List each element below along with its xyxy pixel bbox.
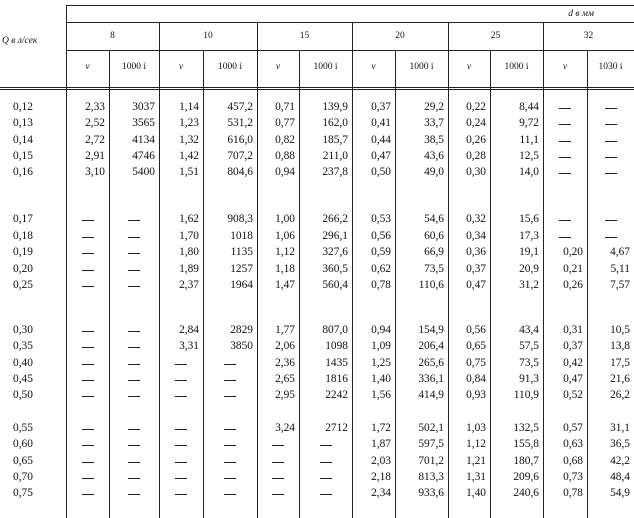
table-cell: 73,5 xyxy=(519,356,539,369)
table-cell: 336,1 xyxy=(418,373,444,385)
velocity-label: v xyxy=(371,62,376,72)
empty-cell-dash xyxy=(82,237,94,238)
table-cell: 933,6 xyxy=(418,487,444,500)
flow-value: 0,60 xyxy=(13,438,33,451)
table-cell: 327,6 xyxy=(322,246,348,259)
empty-cell-dash xyxy=(82,396,94,397)
table-cell: 33,7 xyxy=(424,117,444,130)
empty-cell-dash xyxy=(128,494,140,495)
table-cell: 1,09 xyxy=(371,340,391,353)
table-cell: 14,0 xyxy=(519,166,539,179)
table-cell: 0,36 xyxy=(466,246,486,259)
diameter-label: 20 xyxy=(395,31,405,41)
flow-value: 0,16 xyxy=(13,166,33,179)
empty-cell-dash xyxy=(128,445,140,446)
table-cell: 1,03 xyxy=(466,421,486,434)
table-cell: 2,33 xyxy=(85,100,105,113)
header-rule-bottom xyxy=(0,87,634,88)
velocity-label: v xyxy=(85,62,90,72)
empty-cell-dash xyxy=(224,364,236,365)
table-cell: 0,50 xyxy=(371,166,391,179)
table-cell: 9,72 xyxy=(519,117,539,130)
table-cell: 2712 xyxy=(325,421,348,434)
table-cell: 1018 xyxy=(230,229,253,242)
table-cell: 0,47 xyxy=(563,373,583,385)
table-cell: 2,18 xyxy=(371,471,391,483)
empty-cell-dash xyxy=(224,445,236,446)
table-cell: 1098 xyxy=(325,340,348,353)
flow-value: 0,45 xyxy=(13,373,33,385)
empty-cell-dash xyxy=(128,429,140,430)
table-cell: 91,3 xyxy=(519,373,539,385)
table-cell: 1964 xyxy=(230,279,253,291)
empty-cell-dash xyxy=(559,157,571,158)
table-cell: 457,2 xyxy=(227,100,253,113)
table-cell: 1,25 xyxy=(371,356,391,369)
table-cell: 3037 xyxy=(132,100,155,113)
empty-cell-dash xyxy=(605,173,617,174)
table-cell: 0,59 xyxy=(371,246,391,259)
empty-cell-dash xyxy=(128,380,140,381)
table-cell: 2,65 xyxy=(275,373,295,385)
table-cell: 3,31 xyxy=(179,340,199,353)
table-cell: 0,34 xyxy=(466,229,486,242)
table-cell: 1,40 xyxy=(371,373,391,385)
diameter-label: 25 xyxy=(490,31,501,41)
table-cell: 21,6 xyxy=(610,373,630,385)
table-cell: 1,06 xyxy=(275,229,295,242)
table-cell: 0,22 xyxy=(466,100,486,113)
empty-cell-dash xyxy=(82,331,94,332)
table-cell: 54,6 xyxy=(424,213,444,226)
table-cell: 2,95 xyxy=(275,389,295,402)
empty-cell-dash xyxy=(82,478,94,479)
table-cell: 807,0 xyxy=(322,323,348,336)
table-cell: 0,78 xyxy=(563,487,583,500)
empty-cell-dash xyxy=(224,396,236,397)
table-cell: 0,37 xyxy=(466,262,486,275)
velocity-label: v xyxy=(562,62,568,72)
table-cell: 0,68 xyxy=(563,454,583,467)
table-cell: 0,37 xyxy=(563,340,583,353)
table-cell: 4134 xyxy=(132,133,155,146)
table-cell: 0,56 xyxy=(466,323,486,336)
table-cell: 0,20 xyxy=(563,246,583,259)
table-cell: 0,53 xyxy=(371,213,391,226)
table-cell: 13,8 xyxy=(610,340,630,353)
table-cell: 19,1 xyxy=(519,246,539,259)
empty-cell-dash xyxy=(128,237,140,238)
diameter-label: 8 xyxy=(110,31,115,41)
empty-cell-dash xyxy=(175,494,187,495)
table-cell: 0,47 xyxy=(371,150,391,162)
table-cell: 29,2 xyxy=(424,100,444,113)
table-cell: 1,31 xyxy=(466,471,486,483)
table-cell: 1,12 xyxy=(466,438,486,451)
table-cell: 1,00 xyxy=(275,213,295,226)
table-cell: 560,4 xyxy=(322,279,348,291)
table-cell: 531,2 xyxy=(227,117,253,130)
table-cell: 360,5 xyxy=(322,262,348,275)
empty-cell-dash xyxy=(128,331,140,332)
gradient-label: 1000 i xyxy=(504,62,529,72)
table-cell: 31,2 xyxy=(519,279,539,291)
table-cell: 0,21 xyxy=(563,262,583,275)
table-cell: 110,6 xyxy=(418,279,444,291)
table-cell: 162,0 xyxy=(322,117,348,130)
table-cell: 0,63 xyxy=(563,438,583,451)
table-cell: 265,6 xyxy=(418,356,444,369)
velocity-label: v xyxy=(466,62,472,72)
table-cell: 707,2 xyxy=(227,150,253,162)
table-cell: 701,2 xyxy=(418,454,444,467)
empty-cell-dash xyxy=(175,364,187,365)
table-cell: 1135 xyxy=(230,246,253,259)
table-cell: 1,42 xyxy=(179,150,199,162)
flow-value: 0,13 xyxy=(13,117,33,130)
table-cell: 3,24 xyxy=(275,421,295,434)
table-cell: 908,3 xyxy=(227,213,253,226)
empty-cell-dash xyxy=(605,237,617,238)
table-cell: 1,51 xyxy=(179,166,199,179)
table-cell: 0,94 xyxy=(275,166,295,179)
table-cell: 813,3 xyxy=(418,471,444,483)
table-cell: 1,14 xyxy=(179,100,199,113)
empty-cell-dash xyxy=(272,494,284,495)
empty-cell-dash xyxy=(605,141,617,142)
gradient-label: 1000 i xyxy=(121,62,146,72)
table-cell: 54,9 xyxy=(610,487,630,500)
empty-cell-dash xyxy=(224,462,236,463)
diameter-label: 32 xyxy=(583,31,594,41)
table-cell: 5,11 xyxy=(610,262,630,275)
table-cell: 0,71 xyxy=(275,100,295,113)
table-cell: 266,2 xyxy=(322,213,348,226)
empty-cell-dash xyxy=(128,364,140,365)
table-cell: 1,70 xyxy=(179,229,199,242)
table-cell: 1,87 xyxy=(371,438,391,451)
table-cell: 2,36 xyxy=(275,356,295,369)
header-rule-d xyxy=(66,22,634,23)
table-cell: 0,84 xyxy=(466,373,486,385)
table-cell: 57,5 xyxy=(519,340,539,353)
empty-cell-dash xyxy=(175,396,187,397)
empty-cell-dash xyxy=(320,445,332,446)
flow-value: 0,50 xyxy=(13,389,33,402)
table-cell: 0,78 xyxy=(371,279,391,291)
table-cell: 1,77 xyxy=(275,323,295,336)
empty-cell-dash xyxy=(175,380,187,381)
table-cell: 0,32 xyxy=(466,213,486,226)
gradient-label: 1030 i xyxy=(598,62,623,72)
table-cell: 2242 xyxy=(325,389,348,402)
table-cell: 2,03 xyxy=(371,454,391,467)
table-cell: 36,5 xyxy=(610,438,630,451)
table-cell: 17,5 xyxy=(610,356,630,369)
table-cell: 0,37 xyxy=(371,100,391,113)
table-cell: 206,4 xyxy=(418,340,444,353)
table-cell: 2829 xyxy=(230,323,253,336)
empty-cell-dash xyxy=(128,396,140,397)
table-cell: 1,40 xyxy=(466,487,486,500)
table-cell: 42,2 xyxy=(610,454,630,467)
empty-cell-dash xyxy=(128,220,140,221)
table-cell: 4746 xyxy=(132,150,155,162)
table-cell: 0,31 xyxy=(563,323,583,336)
diameter-header: d в мм xyxy=(568,9,594,19)
empty-cell-dash xyxy=(272,478,284,479)
table-cell: 1,89 xyxy=(179,262,199,275)
table-cell: 2,84 xyxy=(179,323,199,336)
empty-cell-dash xyxy=(605,220,617,221)
table-cell: 296,1 xyxy=(322,229,348,242)
empty-cell-dash xyxy=(559,173,571,174)
table-cell: 43,4 xyxy=(519,323,539,336)
empty-cell-dash xyxy=(175,429,187,430)
table-cell: 240,6 xyxy=(513,487,539,500)
table-cell: 804,6 xyxy=(227,166,253,179)
table-cell: 0,77 xyxy=(275,117,295,130)
empty-cell-dash xyxy=(224,494,236,495)
table-cell: 2,52 xyxy=(85,117,105,130)
table-cell: 8,44 xyxy=(519,100,539,113)
flow-value: 0,12 xyxy=(13,100,33,113)
table-cell: 1,62 xyxy=(179,213,199,226)
empty-cell-dash xyxy=(559,220,571,221)
velocity-label: v xyxy=(275,62,281,72)
diameter-label: 15 xyxy=(299,31,310,41)
table-cell: 20,9 xyxy=(519,262,539,275)
top-rule xyxy=(66,5,634,6)
table-cell: 185,7 xyxy=(322,133,348,146)
flow-value: 0,40 xyxy=(13,356,33,369)
empty-cell-dash xyxy=(559,124,571,125)
flow-value: 0,70 xyxy=(13,471,33,483)
header-rule-diameters xyxy=(66,50,634,51)
table-cell: 0,62 xyxy=(371,262,391,275)
gradient-label: 1000 i xyxy=(313,62,338,72)
table-cell: 0,57 xyxy=(563,421,583,434)
header-rule-bottom-2 xyxy=(0,89,634,90)
table-cell: 2,91 xyxy=(85,150,105,162)
table-cell: 0,56 xyxy=(371,229,391,242)
table-cell: 0,41 xyxy=(371,117,391,130)
flow-value: 0,55 xyxy=(13,421,33,434)
empty-cell-dash xyxy=(605,157,617,158)
table-cell: 414,9 xyxy=(418,389,444,402)
table-cell: 38,5 xyxy=(424,133,444,146)
table-cell: 4,67 xyxy=(610,246,630,259)
flow-value: 0,14 xyxy=(13,133,33,146)
table-cell: 2,06 xyxy=(275,340,295,353)
empty-cell-dash xyxy=(559,108,571,109)
empty-cell-dash xyxy=(128,270,140,271)
diameter-label: 10 xyxy=(203,31,213,41)
table-cell: 48,4 xyxy=(610,471,630,483)
table-cell: 0,93 xyxy=(466,389,486,402)
table-cell: 0,26 xyxy=(563,279,583,291)
empty-cell-dash xyxy=(605,108,617,109)
empty-cell-dash xyxy=(272,445,284,446)
table-cell: 211,0 xyxy=(322,150,348,162)
table-cell: 0,28 xyxy=(466,150,486,162)
table-cell: 7,57 xyxy=(610,279,630,291)
empty-cell-dash xyxy=(82,494,94,495)
empty-cell-dash xyxy=(128,286,140,287)
flow-value: 0,25 xyxy=(13,279,33,291)
table-cell: 3,10 xyxy=(85,166,105,179)
table-cell: 10,5 xyxy=(610,323,630,336)
empty-cell-dash xyxy=(175,478,187,479)
empty-cell-dash xyxy=(320,462,332,463)
table-cell: 0,88 xyxy=(275,150,295,162)
table-cell: 3565 xyxy=(132,117,155,130)
table-cell: 0,44 xyxy=(371,133,391,146)
flow-value: 0,19 xyxy=(13,246,33,259)
empty-cell-dash xyxy=(82,253,94,254)
table-cell: 110,9 xyxy=(513,389,539,402)
table-cell: 31,1 xyxy=(610,421,630,434)
table-cell: 0,30 xyxy=(466,166,486,179)
empty-cell-dash xyxy=(320,494,332,495)
table-cell: 180,7 xyxy=(513,454,539,467)
empty-cell-dash xyxy=(175,445,187,446)
table-cell: 2,34 xyxy=(371,487,391,500)
flow-value: 0,30 xyxy=(13,323,33,336)
empty-cell-dash xyxy=(559,237,571,238)
empty-cell-dash xyxy=(224,429,236,430)
empty-cell-dash xyxy=(82,270,94,271)
empty-cell-dash xyxy=(224,380,236,381)
empty-cell-dash xyxy=(559,141,571,142)
table-cell: 0,65 xyxy=(466,340,486,353)
table-cell: 1,18 xyxy=(275,262,295,275)
table-cell: 73,5 xyxy=(424,262,444,275)
table-cell: 0,82 xyxy=(275,133,295,146)
table-cell: 1,56 xyxy=(371,389,391,402)
table-cell: 17,3 xyxy=(519,229,539,242)
table-cell: 1435 xyxy=(325,356,348,369)
table-cell: 139,9 xyxy=(322,100,348,113)
flow-value: 0,17 xyxy=(13,213,33,226)
empty-cell-dash xyxy=(272,462,284,463)
empty-cell-dash xyxy=(224,478,236,479)
table-cell: 1816 xyxy=(325,373,348,385)
empty-cell-dash xyxy=(320,478,332,479)
empty-cell-dash xyxy=(82,220,94,221)
table-cell: 1,23 xyxy=(179,117,199,130)
empty-cell-dash xyxy=(82,364,94,365)
table-cell: 2,72 xyxy=(85,133,105,146)
column-rule-q xyxy=(66,5,67,518)
flow-value: 0,18 xyxy=(13,229,33,242)
table-cell: 1,72 xyxy=(371,421,391,434)
flow-value: 0,35 xyxy=(13,340,33,353)
table-cell: 0,47 xyxy=(466,279,486,291)
flow-value: 0,75 xyxy=(13,487,33,500)
table-cell: 0,75 xyxy=(466,356,486,369)
table-cell: 12,5 xyxy=(519,150,539,162)
empty-cell-dash xyxy=(82,462,94,463)
q-column-header: Q в л/сек xyxy=(2,36,38,46)
table-cell: 1,32 xyxy=(179,133,199,146)
gradient-label: 1000 i xyxy=(217,62,242,72)
flow-value: 0,15 xyxy=(13,150,33,162)
table-cell: 66,9 xyxy=(424,246,444,259)
table-cell: 2,37 xyxy=(179,279,199,291)
empty-cell-dash xyxy=(82,445,94,446)
empty-cell-dash xyxy=(128,347,140,348)
table-cell: 155,8 xyxy=(513,438,539,451)
table-cell: 1,21 xyxy=(466,454,486,467)
empty-cell-dash xyxy=(82,347,94,348)
table-cell: 502,1 xyxy=(418,421,444,434)
table-cell: 597,5 xyxy=(418,438,444,451)
table-cell: 3850 xyxy=(230,340,253,353)
table-cell: 15,6 xyxy=(519,213,539,226)
empty-cell-dash xyxy=(82,429,94,430)
empty-cell-dash xyxy=(128,462,140,463)
flow-value: 0,20 xyxy=(13,262,33,275)
empty-cell-dash xyxy=(82,380,94,381)
gradient-label: 1000 i xyxy=(409,62,434,72)
empty-cell-dash xyxy=(175,462,187,463)
table-cell: 49,0 xyxy=(424,166,444,179)
table-cell: 0,73 xyxy=(563,471,583,483)
flow-value: 0,65 xyxy=(13,454,33,467)
empty-cell-dash xyxy=(128,253,140,254)
table-cell: 43,6 xyxy=(424,150,444,162)
table-cell: 26,2 xyxy=(610,389,630,402)
empty-cell-dash xyxy=(128,478,140,479)
table-cell: 0,24 xyxy=(466,117,486,130)
table-cell: 1,12 xyxy=(275,246,295,259)
table-cell: 132,5 xyxy=(513,421,539,434)
table-cell: 0,42 xyxy=(563,356,583,369)
velocity-label: v xyxy=(178,62,184,72)
table-cell: 616,0 xyxy=(227,133,253,146)
table-cell: 209,6 xyxy=(513,471,539,483)
table-cell: 1257 xyxy=(230,262,253,275)
table-cell: 0,26 xyxy=(466,133,486,146)
table-cell: 0,52 xyxy=(563,389,583,402)
table-cell: 237,8 xyxy=(322,166,348,179)
table-cell: 60,6 xyxy=(424,229,444,242)
table-cell: 1,80 xyxy=(179,246,199,259)
table-cell: 154,9 xyxy=(418,323,444,336)
empty-cell-dash xyxy=(605,124,617,125)
table-cell: 1,47 xyxy=(275,279,295,291)
table-cell: 5400 xyxy=(132,166,155,179)
table-cell: 0,94 xyxy=(371,323,391,336)
table-cell: 11,1 xyxy=(519,133,539,146)
empty-cell-dash xyxy=(82,286,94,287)
